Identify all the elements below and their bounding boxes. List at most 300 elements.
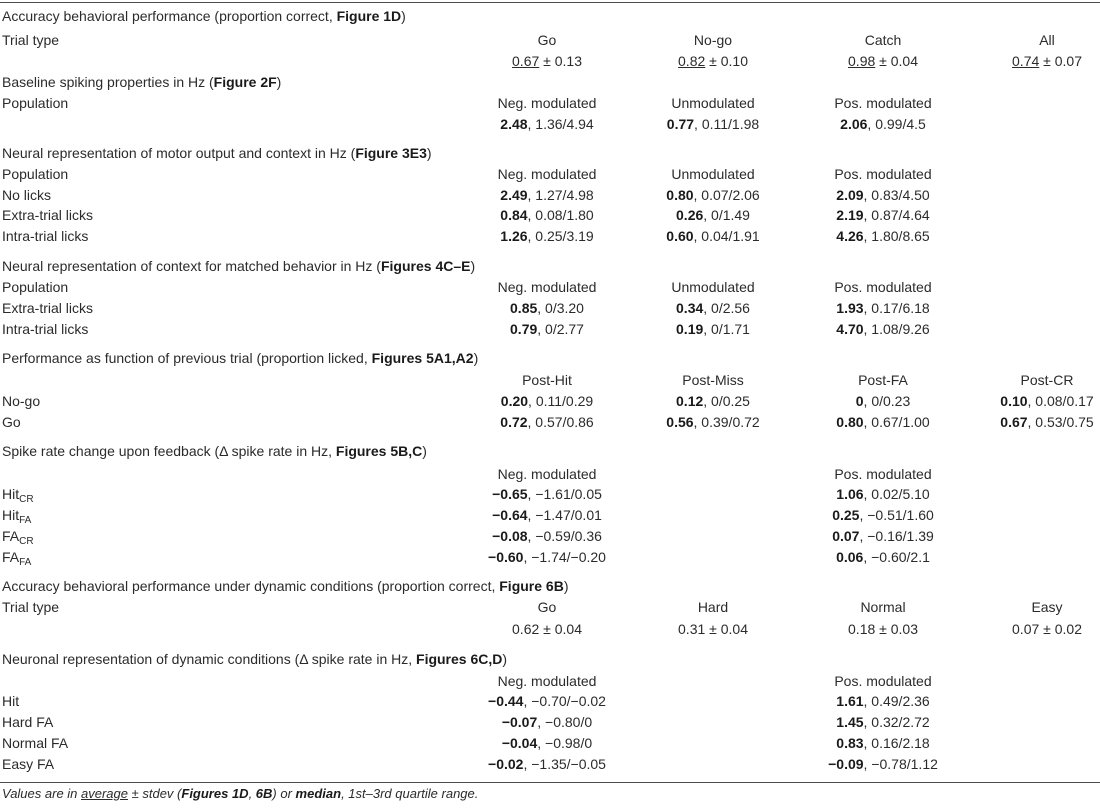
section-title-text <box>2 441 427 462</box>
section-title <box>0 649 1100 670</box>
table-row <box>0 597 1100 618</box>
row-label <box>2 412 21 433</box>
cell-value-underlined: 0.82 <box>678 53 706 69</box>
table-cell <box>628 226 798 247</box>
cell-range: , 0.25/3.19 <box>527 228 594 244</box>
table-cell <box>628 298 798 319</box>
cell-range: , 0/1.71 <box>703 321 750 337</box>
row-label-text: Trial type <box>2 32 60 48</box>
row-label-text: No licks <box>2 187 52 203</box>
cell-value-bold: 4.70 <box>836 321 864 337</box>
table-cell <box>462 712 632 733</box>
cell-value-bold: 0.20 <box>500 393 529 409</box>
table-row <box>0 712 1100 733</box>
section-title-figure-ref: Figures 4C–E <box>380 258 471 274</box>
section-title <box>0 72 1100 93</box>
row-label-text: No-go <box>2 393 41 409</box>
cell-value-bold: −0.02 <box>488 756 524 772</box>
row-label <box>2 733 68 754</box>
section-title-text <box>2 72 281 93</box>
cell-range: , 0.83/4.50 <box>863 187 930 203</box>
cell-range: , 0.08/1.80 <box>527 207 594 223</box>
table-cell <box>628 164 798 185</box>
row-label-text: Population <box>2 166 69 182</box>
table-row <box>0 484 1100 505</box>
row-label-text: FA <box>2 549 20 565</box>
cell-range: , 0.67/1.00 <box>863 414 930 430</box>
section-title-text <box>2 576 569 597</box>
row-label <box>2 597 59 618</box>
table-cell <box>798 547 968 568</box>
cell-value-bold: 0.07 <box>832 528 860 544</box>
cell-range: , 0.57/0.86 <box>527 414 594 430</box>
section-title-prefix: Baseline spiking properties in Hz ( <box>2 74 214 90</box>
section-title-suffix: ) <box>473 350 479 366</box>
cell-range: , 0.11/1.98 <box>694 116 760 132</box>
row-label-subscript: CR <box>19 494 34 505</box>
table-cell <box>628 597 798 618</box>
table-cell <box>798 185 968 206</box>
cell-text: Pos. modulated <box>834 466 932 482</box>
row-label-text: Population <box>2 279 69 295</box>
cell-value-bold: 1.61 <box>836 693 864 709</box>
table-cell <box>798 712 968 733</box>
table-cell <box>628 370 798 391</box>
footnote-text: ± stdev ( <box>128 786 182 801</box>
section-title <box>0 441 1100 462</box>
cell-range: , −0.59/0.36 <box>527 528 602 544</box>
table-cell <box>962 370 1100 391</box>
cell-text: Pos. modulated <box>834 166 932 182</box>
cell-value-bold: 0.85 <box>510 300 538 316</box>
table-cell <box>462 671 632 692</box>
table-footnote <box>2 786 478 801</box>
cell-value-bold: 0.60 <box>666 228 694 244</box>
table-row <box>0 412 1100 433</box>
cell-value-bold: 0.84 <box>500 207 528 223</box>
table-cell <box>628 114 798 135</box>
table-row <box>0 619 1100 640</box>
cell-range: , 0.04/1.91 <box>693 228 760 244</box>
row-label-subscript: FA <box>19 557 32 568</box>
section-title-suffix: ) <box>470 258 476 274</box>
table-row <box>0 464 1100 485</box>
cell-text: Pos. modulated <box>834 279 932 295</box>
row-label-text: Hit <box>2 693 20 709</box>
cell-text: Post-FA <box>858 372 908 388</box>
table-cell <box>798 754 968 775</box>
cell-value-bold: 2.06 <box>840 116 868 132</box>
row-label <box>2 712 53 733</box>
table-cell <box>628 619 798 640</box>
cell-text: All <box>1039 32 1055 48</box>
table-row <box>0 185 1100 206</box>
row-label <box>2 391 40 412</box>
cell-text: Post-CR <box>1020 372 1074 388</box>
table-cell <box>462 597 632 618</box>
row-label <box>2 298 93 319</box>
cell-value-bold: −0.64 <box>492 507 528 523</box>
footnote-bold: 6B <box>255 786 273 801</box>
row-label-subscript: CR <box>19 536 34 547</box>
cell-range: , 0/0.25 <box>703 393 750 409</box>
cell-range: , 0/3.20 <box>537 300 584 316</box>
table-cell <box>798 526 968 547</box>
table-row <box>0 30 1100 51</box>
row-label <box>2 754 54 775</box>
section-title-suffix: ) <box>401 8 406 24</box>
table-cell <box>462 205 632 226</box>
table-cell <box>462 526 632 547</box>
table-row <box>0 691 1100 712</box>
cell-text: Pos. modulated <box>834 673 932 689</box>
cell-range: , −1.74/−0.20 <box>523 549 606 565</box>
cell-value-bold: −0.08 <box>492 528 528 544</box>
section-title-figure-ref: Figure 1D <box>336 8 402 24</box>
cell-range: , −0.70/−0.02 <box>523 693 606 709</box>
cell-range: , 0.07/2.06 <box>693 187 760 203</box>
table-cell <box>462 319 632 340</box>
cell-range: , 0.87/4.64 <box>863 207 930 223</box>
cell-value-bold: −0.07 <box>501 714 538 730</box>
table-cell <box>798 671 968 692</box>
cell-range: ± 0.07 <box>1039 53 1082 69</box>
cell-value-bold: −0.65 <box>492 486 528 502</box>
row-label-text: Easy FA <box>2 756 55 772</box>
row-label <box>2 185 51 206</box>
row-label-text: FA <box>2 528 20 544</box>
section-title-prefix: Accuracy behavioral performance under dynamic conditions (proportion correct, <box>2 578 500 594</box>
table-row <box>0 277 1100 298</box>
cell-text: Post-Hit <box>522 372 572 388</box>
table-cell <box>798 164 968 185</box>
table-cell <box>798 226 968 247</box>
table-row <box>0 319 1100 340</box>
row-label <box>2 205 93 226</box>
cell-value-bold: 0.67 <box>1000 414 1028 430</box>
cell-value-bold: 0.26 <box>676 207 704 223</box>
table-cell <box>462 391 632 412</box>
table-cell <box>798 370 968 391</box>
section-title <box>0 576 1100 597</box>
cell-value-bold: −0.44 <box>488 693 524 709</box>
section-title-suffix: ) <box>426 145 432 161</box>
cell-value-bold: −0.04 <box>501 735 538 751</box>
table-cell <box>462 93 632 114</box>
cell-value-bold: 2.49 <box>500 187 528 203</box>
table-row <box>0 505 1100 526</box>
table-cell <box>462 298 632 319</box>
section-title-prefix: Neural representation of motor output and context in Hz ( <box>2 145 356 161</box>
table-cell <box>628 319 798 340</box>
cell-text: Go <box>537 599 557 615</box>
cell-text: 0.62 ± 0.04 <box>512 621 582 637</box>
section-title-prefix: Performance as function of previous trial (proportion licked, <box>2 350 372 366</box>
cell-range: , 0.49/2.36 <box>863 693 930 709</box>
section-title <box>0 6 1100 27</box>
cell-range: , −0.60/2.1 <box>863 549 930 565</box>
cell-range: , −1.47/0.01 <box>527 507 602 523</box>
section-title <box>0 256 1100 277</box>
cell-text: 0.07 ± 0.02 <box>1012 621 1082 637</box>
cell-text: Easy <box>1031 599 1063 615</box>
cell-value-bold: 2.19 <box>836 207 864 223</box>
table-cell <box>798 93 968 114</box>
table-cell <box>798 484 968 505</box>
section-title-figure-ref: Figures 5B,C <box>335 443 423 459</box>
table-cell <box>798 412 968 433</box>
table-cell <box>798 319 968 340</box>
table-row <box>0 164 1100 185</box>
table-cell <box>628 391 798 412</box>
table-cell <box>798 691 968 712</box>
cell-value-bold: 0.83 <box>836 735 864 751</box>
cell-range: , −0.78/1.12 <box>863 756 938 772</box>
cell-value-bold: 0.80 <box>836 414 864 430</box>
cell-text: Neg. modulated <box>497 466 597 482</box>
row-label <box>2 691 19 712</box>
cell-range: ± 0.13 <box>539 53 582 69</box>
table-row <box>0 733 1100 754</box>
section-title-suffix: ) <box>563 578 569 594</box>
row-label-subscript: FA <box>19 515 32 526</box>
cell-value-bold: 1.26 <box>500 228 528 244</box>
cell-text: Hard <box>697 599 729 615</box>
table-cell <box>798 733 968 754</box>
table-cell <box>462 619 632 640</box>
row-label <box>2 319 88 340</box>
cell-value-underlined: 0.98 <box>848 53 876 69</box>
table-cell <box>628 277 798 298</box>
cell-value-bold: 0.06 <box>836 549 864 565</box>
table-cell <box>962 597 1100 618</box>
table-row <box>0 205 1100 226</box>
table-cell <box>462 547 632 568</box>
row-label <box>2 164 68 185</box>
cell-range: , 1.27/4.98 <box>527 187 594 203</box>
table-cell <box>628 30 798 51</box>
cell-range: ± 0.10 <box>705 53 748 69</box>
cell-text: Go <box>537 32 557 48</box>
cell-value-bold: 0.56 <box>666 414 694 430</box>
table-row <box>0 298 1100 319</box>
table-cell <box>462 754 632 775</box>
table-cell <box>462 412 632 433</box>
cell-text: 0.18 ± 0.03 <box>848 621 918 637</box>
cell-range: , −1.35/−0.05 <box>523 756 606 772</box>
cell-value-bold: 0.25 <box>832 507 860 523</box>
section-title-suffix: ) <box>502 651 508 667</box>
cell-text: Neg. modulated <box>497 279 597 295</box>
cell-value-bold: 1.45 <box>836 714 864 730</box>
row-label-text: Population <box>2 95 69 111</box>
cell-value-bold: 0.80 <box>666 187 694 203</box>
cell-text: Unmodulated <box>671 95 755 111</box>
table-cell <box>462 691 632 712</box>
cell-value-bold: 1.93 <box>836 300 864 316</box>
table-cell <box>798 505 968 526</box>
table-row <box>0 370 1100 391</box>
table-row <box>0 526 1100 547</box>
cell-range: , 0.16/2.18 <box>863 735 930 751</box>
row-label-text: Intra-trial licks <box>2 228 89 244</box>
table-cell <box>628 185 798 206</box>
footnote-text: ) or <box>272 786 296 801</box>
table-cell <box>962 412 1100 433</box>
section-title-suffix: ) <box>276 74 282 90</box>
cell-range: ± 0.04 <box>875 53 918 69</box>
top-rule <box>0 2 1100 3</box>
section-title-figure-ref: Figure 3E3 <box>355 145 427 161</box>
table-row <box>0 391 1100 412</box>
cell-value-bold: 0.79 <box>510 321 538 337</box>
row-label <box>2 30 59 51</box>
cell-range: , 1.80/8.65 <box>863 228 930 244</box>
cell-value-bold: 2.09 <box>836 187 864 203</box>
cell-value-bold: −0.09 <box>828 756 864 772</box>
cell-range: , 0/2.56 <box>703 300 750 316</box>
row-label <box>2 526 34 547</box>
cell-range: , 1.08/9.26 <box>863 321 930 337</box>
table-cell <box>962 30 1100 51</box>
section-title-prefix: Accuracy behavioral performance (proportion correct, <box>2 8 337 24</box>
section-title-suffix: ) <box>422 443 427 459</box>
cell-range: , 0/0.23 <box>863 393 911 409</box>
cell-text: Pos. modulated <box>834 95 932 111</box>
section-title-figure-ref: Figure 2F <box>213 74 277 90</box>
cell-value-bold: 0 <box>855 393 864 409</box>
footnote-text: , 1st–3rd quartile range. <box>341 786 479 801</box>
cell-value-bold: 0.72 <box>500 414 528 430</box>
cell-range: , 0/1.49 <box>703 207 750 223</box>
cell-value-bold: 0.77 <box>666 116 695 132</box>
table-row <box>0 93 1100 114</box>
table-cell <box>462 277 632 298</box>
cell-text: Catch <box>864 32 902 48</box>
row-label <box>2 484 34 505</box>
cell-value-bold: 2.48 <box>500 116 528 132</box>
table-cell <box>798 277 968 298</box>
row-label <box>2 547 31 568</box>
section-title-text <box>2 348 478 369</box>
row-label-text: Go <box>2 414 21 430</box>
row-label <box>2 277 68 298</box>
cell-range: , 0.99/4.5 <box>867 116 926 132</box>
table-row <box>0 671 1100 692</box>
table-cell <box>798 597 968 618</box>
row-label <box>2 505 31 526</box>
cell-range: , −0.16/1.39 <box>859 528 934 544</box>
section-title <box>0 143 1100 164</box>
section-title-text <box>2 649 507 670</box>
table-cell <box>798 114 968 135</box>
table-cell <box>628 412 798 433</box>
section-title-figure-ref: Figure 6B <box>499 578 564 594</box>
cell-range: , 0.53/0.75 <box>1027 414 1094 430</box>
cell-range: , 1.36/4.94 <box>527 116 594 132</box>
cell-text: Neg. modulated <box>497 673 597 689</box>
footnote-bold: Figures 1D <box>181 786 249 801</box>
table-cell <box>462 226 632 247</box>
table-cell <box>462 733 632 754</box>
cell-text: Neg. modulated <box>497 166 597 182</box>
cell-range: , −0.51/1.60 <box>859 507 934 523</box>
footnote-underlined: average <box>81 786 128 801</box>
cell-text: Unmodulated <box>671 279 755 295</box>
row-label-text: Hard FA <box>2 714 54 730</box>
table-cell <box>462 370 632 391</box>
cell-value-bold: 4.26 <box>836 228 864 244</box>
cell-value-bold: 0.10 <box>1000 393 1028 409</box>
cell-text: 0.31 ± 0.04 <box>678 621 748 637</box>
table-cell <box>462 164 632 185</box>
cell-range: , 0.11/0.29 <box>528 393 594 409</box>
table-cell <box>462 30 632 51</box>
table-row <box>0 226 1100 247</box>
footnote-text: Values are in <box>2 786 82 801</box>
section-title-prefix: Neural representation of context for matched behavior in Hz ( <box>2 258 381 274</box>
footnote-bold: median <box>295 786 342 801</box>
section-title-text <box>2 6 406 27</box>
row-label-text: Extra-trial licks <box>2 300 94 316</box>
cell-value-bold: −0.60 <box>488 549 524 565</box>
section-title <box>0 348 1100 369</box>
cell-range: , −0.80/0 <box>537 714 593 730</box>
row-label-text: Intra-trial licks <box>2 321 89 337</box>
table-row <box>0 547 1100 568</box>
cell-text: Normal <box>860 599 906 615</box>
row-label-text: Trial type <box>2 599 60 615</box>
table-cell <box>462 51 632 72</box>
table-cell <box>798 205 968 226</box>
cell-value-bold: 0.19 <box>676 321 704 337</box>
cell-value-bold: 0.34 <box>676 300 704 316</box>
cell-text: No-go <box>693 32 733 48</box>
section-title-text <box>2 143 432 164</box>
section-title-text <box>2 256 475 277</box>
cell-value-bold: 1.06 <box>836 486 864 502</box>
footnote-text: , <box>248 786 256 801</box>
table-cell <box>962 51 1100 72</box>
section-title-figure-ref: Figures 6C,D <box>416 651 503 667</box>
section-title-prefix: Spike rate change upon feedback (Δ spike rate in Hz, <box>2 443 336 459</box>
table-cell <box>798 391 968 412</box>
table-cell <box>462 114 632 135</box>
row-label-text: Normal FA <box>2 735 69 751</box>
table-cell <box>628 51 798 72</box>
table-cell <box>462 185 632 206</box>
cell-value-underlined: 0.67 <box>512 53 540 69</box>
table-cell <box>798 298 968 319</box>
row-label <box>2 93 68 114</box>
cell-text: Post-Miss <box>682 372 744 388</box>
row-label-text: Extra-trial licks <box>2 207 94 223</box>
table-cell <box>462 484 632 505</box>
section-title-prefix: Neuronal representation of dynamic conditions (Δ spike rate in Hz, <box>2 651 417 667</box>
cell-range: , 0.32/2.72 <box>863 714 930 730</box>
cell-range: , 0.17/6.18 <box>863 300 930 316</box>
cell-range: , −1.61/0.05 <box>527 486 602 502</box>
cell-range: , 0/2.77 <box>537 321 584 337</box>
cell-range: , 0.39/0.72 <box>693 414 760 430</box>
table-cell <box>798 619 968 640</box>
cell-value-underlined: 0.74 <box>1012 53 1040 69</box>
table-cell <box>628 93 798 114</box>
cell-text: Unmodulated <box>671 166 755 182</box>
cell-text: Neg. modulated <box>497 95 597 111</box>
row-label <box>2 226 88 247</box>
table-cell <box>462 505 632 526</box>
